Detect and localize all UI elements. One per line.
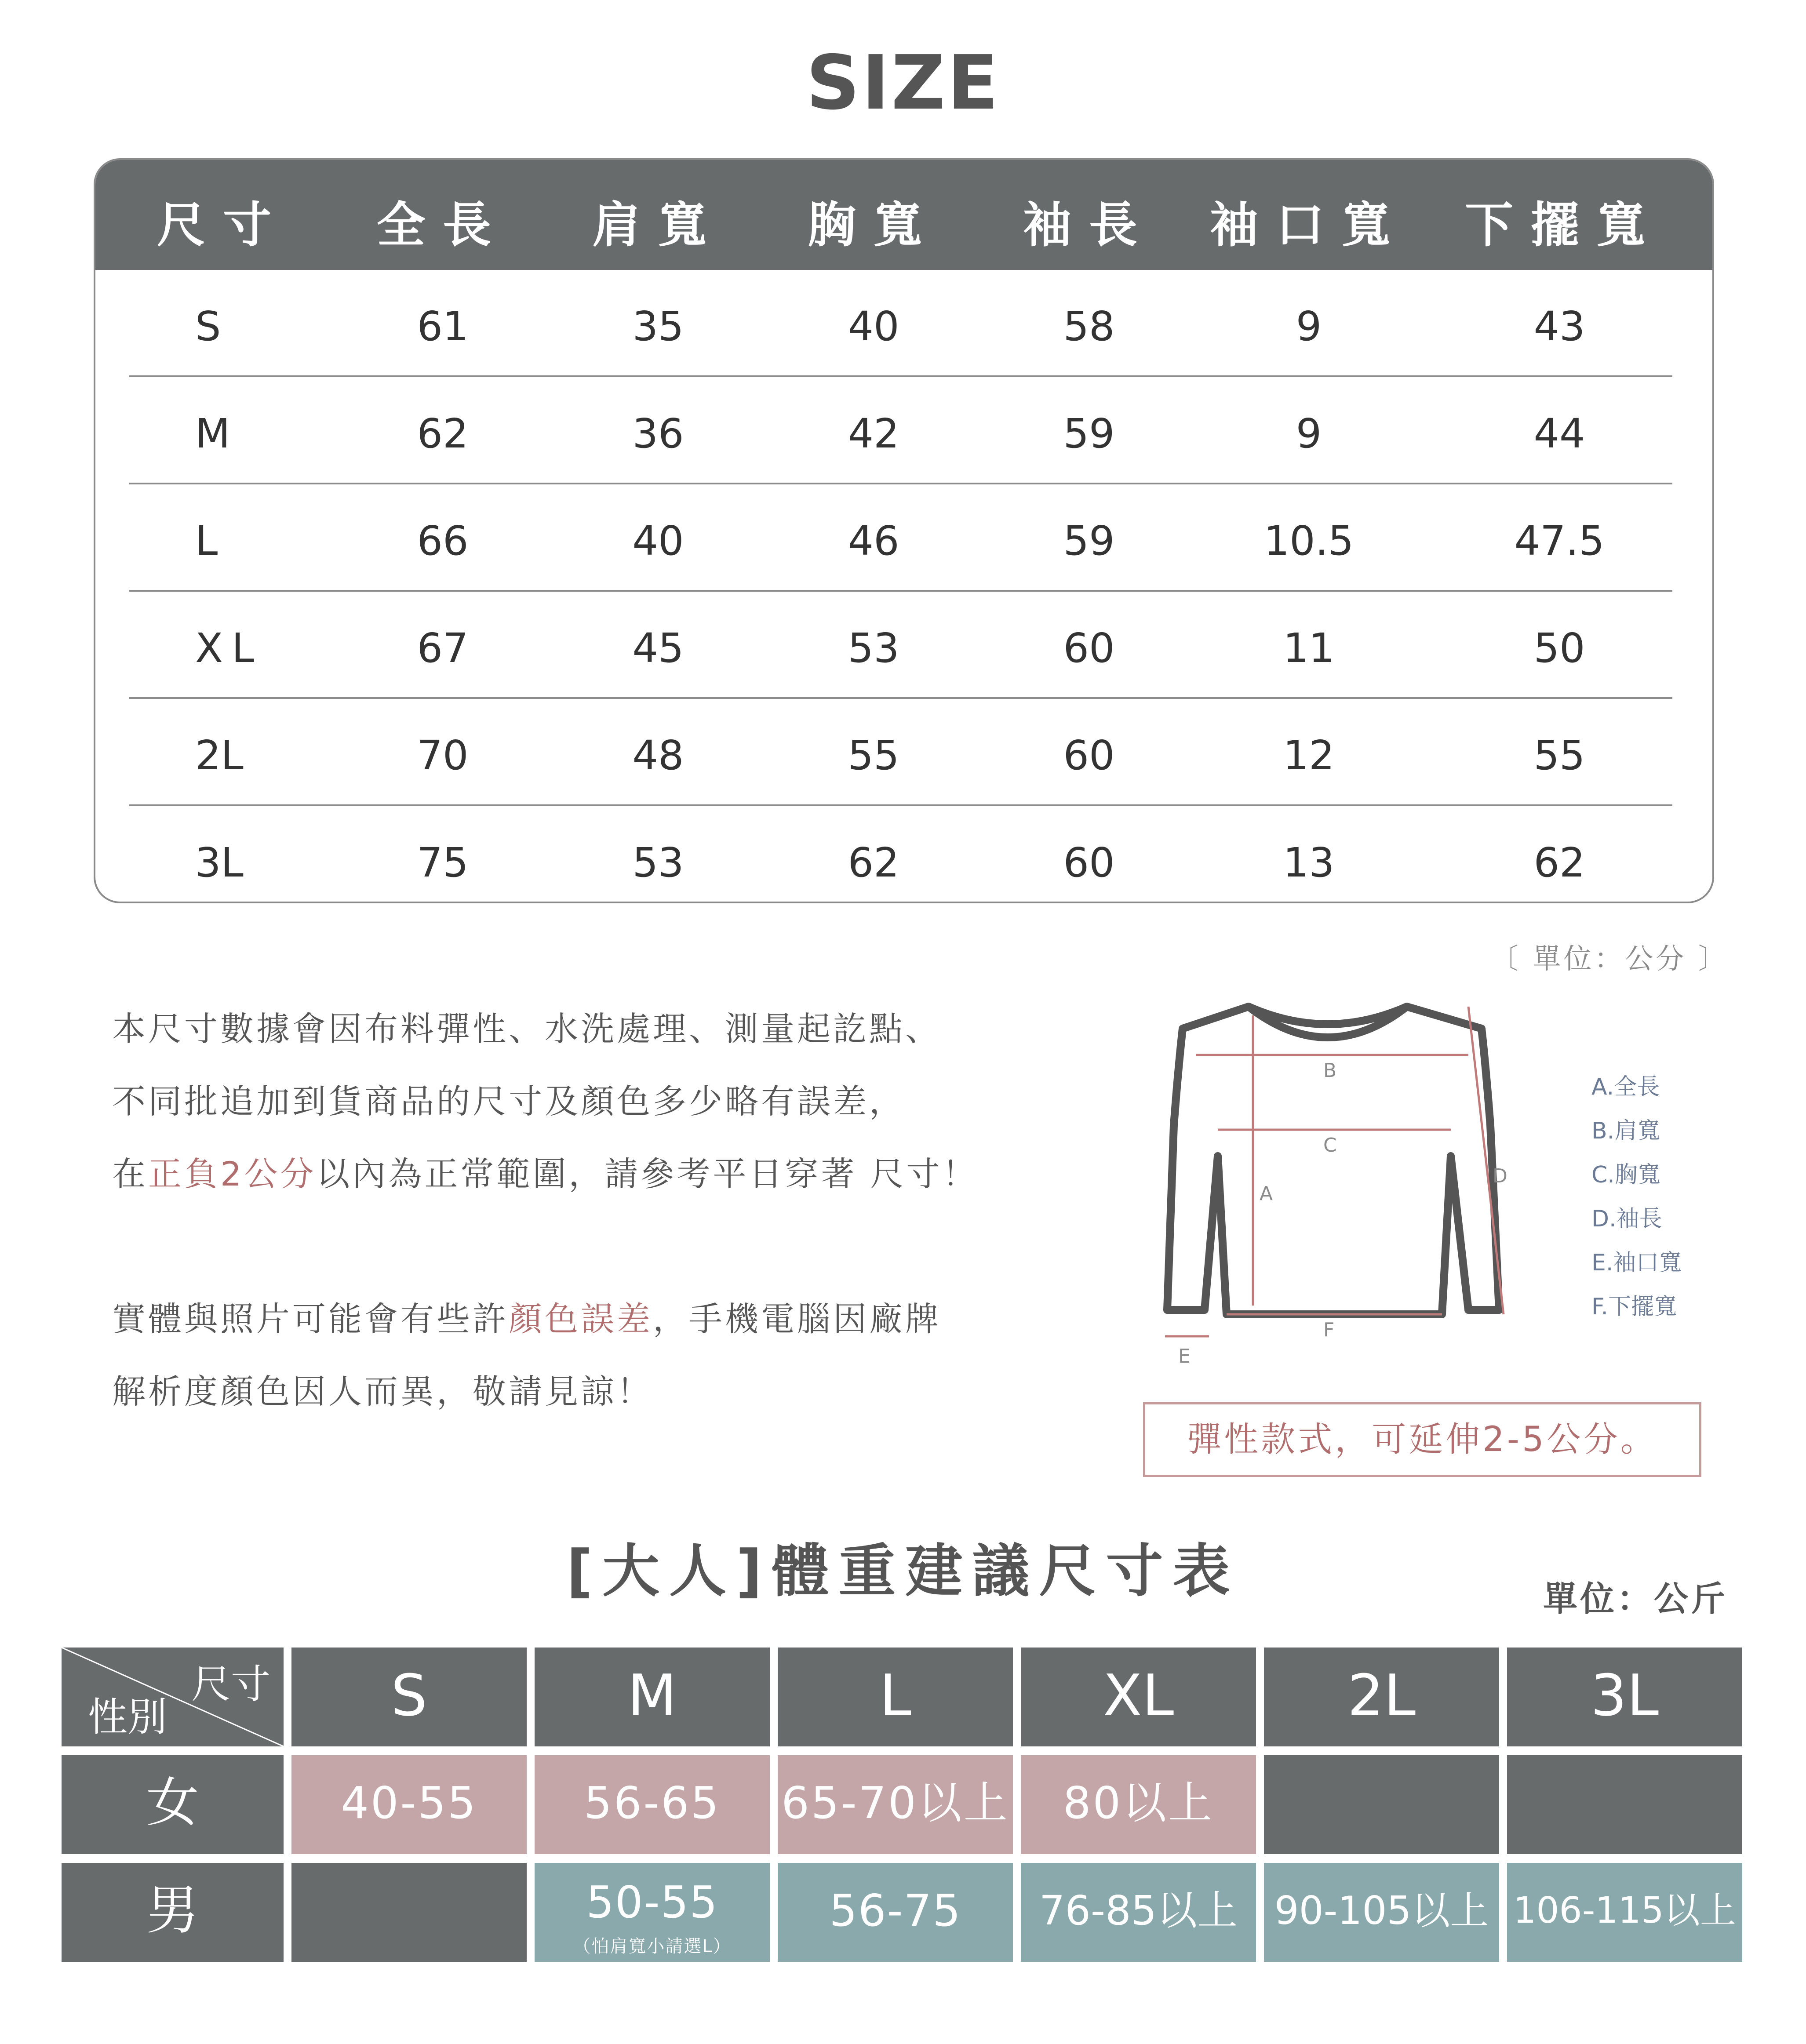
size-cell: S xyxy=(195,303,221,350)
size-cell: L xyxy=(195,517,218,564)
size-table-header xyxy=(95,160,1712,270)
highlight-text: 顏色誤差 xyxy=(509,1299,653,1338)
size-cell: 55 xyxy=(1533,732,1585,779)
stretch-note: 彈性款式，可延伸2-5公分。 xyxy=(1143,1402,1701,1477)
label-e: E xyxy=(1178,1345,1191,1368)
label-d: D xyxy=(1493,1165,1507,1187)
male-weight-cell: 90-105以上 xyxy=(1264,1863,1499,1962)
label-f: F xyxy=(1323,1319,1335,1341)
size-cell: 59 xyxy=(1063,517,1115,564)
size-table xyxy=(94,158,1714,903)
highlight-text: 正負2公分 xyxy=(148,1154,317,1193)
size-cell: 3L xyxy=(195,839,244,886)
size-cell: 44 xyxy=(1533,410,1585,457)
header-chest: 胸寬 xyxy=(808,197,939,253)
size-row xyxy=(129,484,1672,592)
male-weight-cell xyxy=(291,1863,527,1962)
label-c: C xyxy=(1323,1134,1337,1157)
size-cell: 35 xyxy=(632,303,684,350)
male-weight-cell: 76-85以上 xyxy=(1021,1863,1256,1962)
size-cell: 53 xyxy=(848,625,899,672)
size-cell: 62 xyxy=(848,839,899,886)
size-cell: 60 xyxy=(1063,732,1115,779)
header-cuff-width: 袖口寬 xyxy=(1210,197,1408,253)
size-cell: 47.5 xyxy=(1514,517,1605,564)
size-cell: 67 xyxy=(417,625,469,672)
size-cell: 55 xyxy=(848,732,899,779)
size-row xyxy=(129,270,1672,377)
legend-item: D.袖長 xyxy=(1591,1206,1662,1232)
size-cell: 12 xyxy=(1283,732,1335,779)
size-header-m: M xyxy=(535,1648,770,1746)
legend-item: F.下擺寬 xyxy=(1591,1294,1677,1320)
header-size: 尺寸 xyxy=(157,197,289,253)
female-weight-cell: 80以上 xyxy=(1021,1755,1256,1854)
header-hem-width: 下擺寬 xyxy=(1465,197,1663,253)
male-weight-cell xyxy=(535,1863,770,1962)
description-text: 在 xyxy=(112,1154,148,1193)
size-cell: 45 xyxy=(632,625,684,672)
header-length: 全長 xyxy=(377,197,509,253)
size-header-s: S xyxy=(291,1648,527,1746)
male-weight-value: 50-55 xyxy=(586,1877,718,1928)
size-row xyxy=(129,806,1672,903)
size-cell: 60 xyxy=(1063,625,1115,672)
unit-note-kg: 單位：公斤 xyxy=(1543,1579,1728,1619)
size-cell: XL xyxy=(195,625,263,672)
legend-item: E.袖口寬 xyxy=(1591,1250,1682,1276)
legend-item: B.肩寬 xyxy=(1591,1118,1660,1144)
male-weight-cell: 56-75 xyxy=(778,1863,1013,1962)
size-cell: 11 xyxy=(1283,625,1335,672)
header-sleeve-length: 袖長 xyxy=(1023,197,1155,253)
female-weight-cell: 56-65 xyxy=(535,1755,770,1854)
description-text: 以內為正常範圍，請參考平日穿著 尺寸！ xyxy=(316,1154,979,1193)
size-cell: 36 xyxy=(632,410,684,457)
size-cell: 70 xyxy=(417,732,469,779)
size-cell: 50 xyxy=(1533,625,1585,672)
size-header-l: L xyxy=(778,1648,1013,1746)
male-row-label: 男 xyxy=(62,1863,284,1962)
description-line xyxy=(112,1147,979,1195)
description-line: 本尺寸數據會因布料彈性、水洗處理、測量起訖點、 xyxy=(112,1009,941,1048)
shoulder-note: （怕肩寬小請選L） xyxy=(573,1936,732,1957)
label-a: A xyxy=(1260,1182,1273,1205)
legend-item: C.胸寬 xyxy=(1591,1162,1660,1188)
female-weight-cell xyxy=(1264,1755,1499,1854)
size-header-3l: 3L xyxy=(1507,1648,1742,1746)
unit-note-cm: 〔 單位：公分 〕 xyxy=(1490,943,1729,975)
size-row xyxy=(129,592,1672,699)
size-cell: 40 xyxy=(632,517,684,564)
female-weight-cell: 65-70以上 xyxy=(778,1755,1013,1854)
description-text: ，手機電腦因廠牌 xyxy=(653,1299,941,1338)
sweater-outline-icon xyxy=(1167,1007,1499,1314)
legend-item: A.全長 xyxy=(1591,1074,1660,1100)
size-cell: 2L xyxy=(195,732,244,779)
size-cell: 62 xyxy=(417,410,469,457)
size-cell: 61 xyxy=(417,303,469,350)
description-text: 實體與照片可能會有些許 xyxy=(112,1299,509,1338)
page-title: SIZE xyxy=(806,40,1000,127)
size-cell: 9 xyxy=(1296,303,1322,350)
size-cell: 59 xyxy=(1063,410,1115,457)
label-b: B xyxy=(1323,1059,1337,1082)
size-cell: 53 xyxy=(632,839,684,886)
size-cell: 9 xyxy=(1296,410,1322,457)
description-line xyxy=(112,1292,941,1340)
size-cell: 60 xyxy=(1063,839,1115,886)
female-weight-cell: 40-55 xyxy=(291,1755,527,1854)
size-row xyxy=(129,699,1672,806)
size-cell: 42 xyxy=(848,410,899,457)
size-cell: 13 xyxy=(1283,839,1335,886)
weight-table-title: [大人]體重建議尺寸表 xyxy=(566,1538,1240,1604)
header-shoulder: 肩寬 xyxy=(592,197,724,253)
size-header-2l: 2L xyxy=(1264,1648,1499,1746)
female-row-label: 女 xyxy=(62,1755,284,1854)
corner-gender-label: 性別 xyxy=(88,1694,167,1740)
size-row xyxy=(129,377,1672,484)
size-header-xl: XL xyxy=(1021,1648,1256,1746)
description-line: 解析度顏色因人而異，敬請見諒！ xyxy=(112,1372,653,1411)
size-cell: 43 xyxy=(1533,303,1585,350)
size-cell: 46 xyxy=(848,517,899,564)
female-weight-cell xyxy=(1507,1755,1742,1854)
description-line: 不同批追加到貨商品的尺寸及顏色多少略有誤差， xyxy=(112,1082,905,1121)
size-cell: 58 xyxy=(1063,303,1115,350)
male-weight-cell: 106-115以上 xyxy=(1507,1863,1742,1962)
size-cell: 10.5 xyxy=(1263,517,1354,564)
size-cell: 40 xyxy=(848,303,899,350)
size-cell: 48 xyxy=(632,732,684,779)
corner-size-label: 尺寸 xyxy=(191,1661,270,1707)
size-cell: 66 xyxy=(417,517,469,564)
size-cell: M xyxy=(195,410,230,457)
garment-diagram xyxy=(1134,980,1530,1376)
weight-table-corner xyxy=(62,1648,284,1746)
size-cell: 75 xyxy=(417,839,469,886)
size-cell: 62 xyxy=(1533,839,1585,886)
